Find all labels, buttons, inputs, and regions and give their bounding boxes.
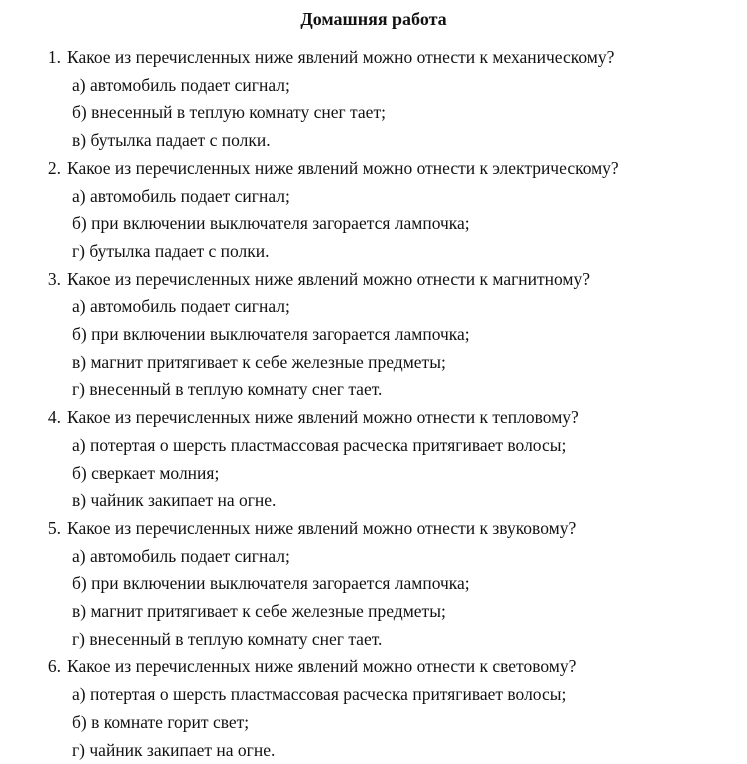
question-line [0, 155, 747, 183]
answer-option: а) автомобиль подает сигнал; [72, 185, 290, 206]
answer-option: б) в комнате горит свет; [72, 711, 250, 732]
answer-option: в) магнит притягивает к себе железные предметы; [72, 601, 446, 622]
question-number: 2. [47, 157, 61, 178]
question-text: Какое из перечисленных ниже явлений можно отнести к световому? [67, 656, 577, 677]
question-4 [0, 404, 747, 515]
question-text: Какое из перечисленных ниже явлений можно отнести к механическому? [67, 47, 615, 67]
question-text: Какое из перечисленных ниже явлений можно отнести к магнитному? [67, 268, 591, 289]
question-line [0, 266, 747, 294]
question-text: Какое из перечисленных ниже явлений можно отнести к электрическому? [67, 157, 619, 178]
answer-option: а) потертая о шерсть пластмассовая расческа притягивает волосы; [72, 684, 567, 705]
answer-option: а) автомобиль подает сигнал; [72, 545, 290, 566]
answer-option: а) автомобиль подает сигнал; [72, 74, 290, 95]
question-number: 4. [47, 407, 61, 428]
question-list [0, 44, 747, 764]
question-text: Какое из перечисленных ниже явлений можно отнести к тепловому? [67, 407, 579, 428]
answer-option: а) потертая о шерсть пластмассовая расческа притягивает волосы; [72, 434, 567, 455]
question-6 [0, 653, 747, 764]
question-line [0, 515, 747, 543]
answer-option: в) чайник закипает на огне. [72, 490, 277, 511]
question-number: 5. [47, 517, 61, 538]
answer-option: б) сверкает молния; [72, 462, 220, 483]
answer-option: б) при включении выключателя загорается лампочка; [72, 213, 470, 234]
answer-option: г) чайник закипает на огне. [72, 739, 276, 760]
answer-option: б) при включении выключателя загорается лампочка; [72, 324, 470, 345]
answer-option: в) бутылка падает с полки. [72, 130, 271, 151]
question-line [0, 44, 747, 72]
question-5 [0, 515, 747, 654]
question-1 [0, 44, 747, 155]
question-number: 1. [47, 47, 61, 67]
page-title: Домашняя работа [300, 9, 447, 29]
question-line [0, 653, 747, 681]
answer-option: г) внесенный в теплую комнату снег тает. [72, 628, 383, 649]
answer-option: в) магнит притягивает к себе железные предметы; [72, 351, 446, 372]
answer-option: б) при включении выключателя загорается лампочка; [72, 573, 470, 594]
answer-option: г) внесенный в теплую комнату снег тает. [72, 379, 383, 400]
question-number: 6. [47, 656, 61, 677]
answer-option: б) внесенный в теплую комнату снег тает; [72, 102, 386, 123]
question-3 [0, 266, 747, 405]
question-line [0, 404, 747, 432]
answer-option: а) автомобиль подает сигнал; [72, 296, 290, 317]
question-2 [0, 155, 747, 266]
question-number: 3. [47, 268, 61, 289]
answer-option: г) бутылка падает с полки. [72, 240, 270, 261]
question-text: Какое из перечисленных ниже явлений можно отнести к звуковому? [67, 517, 577, 538]
